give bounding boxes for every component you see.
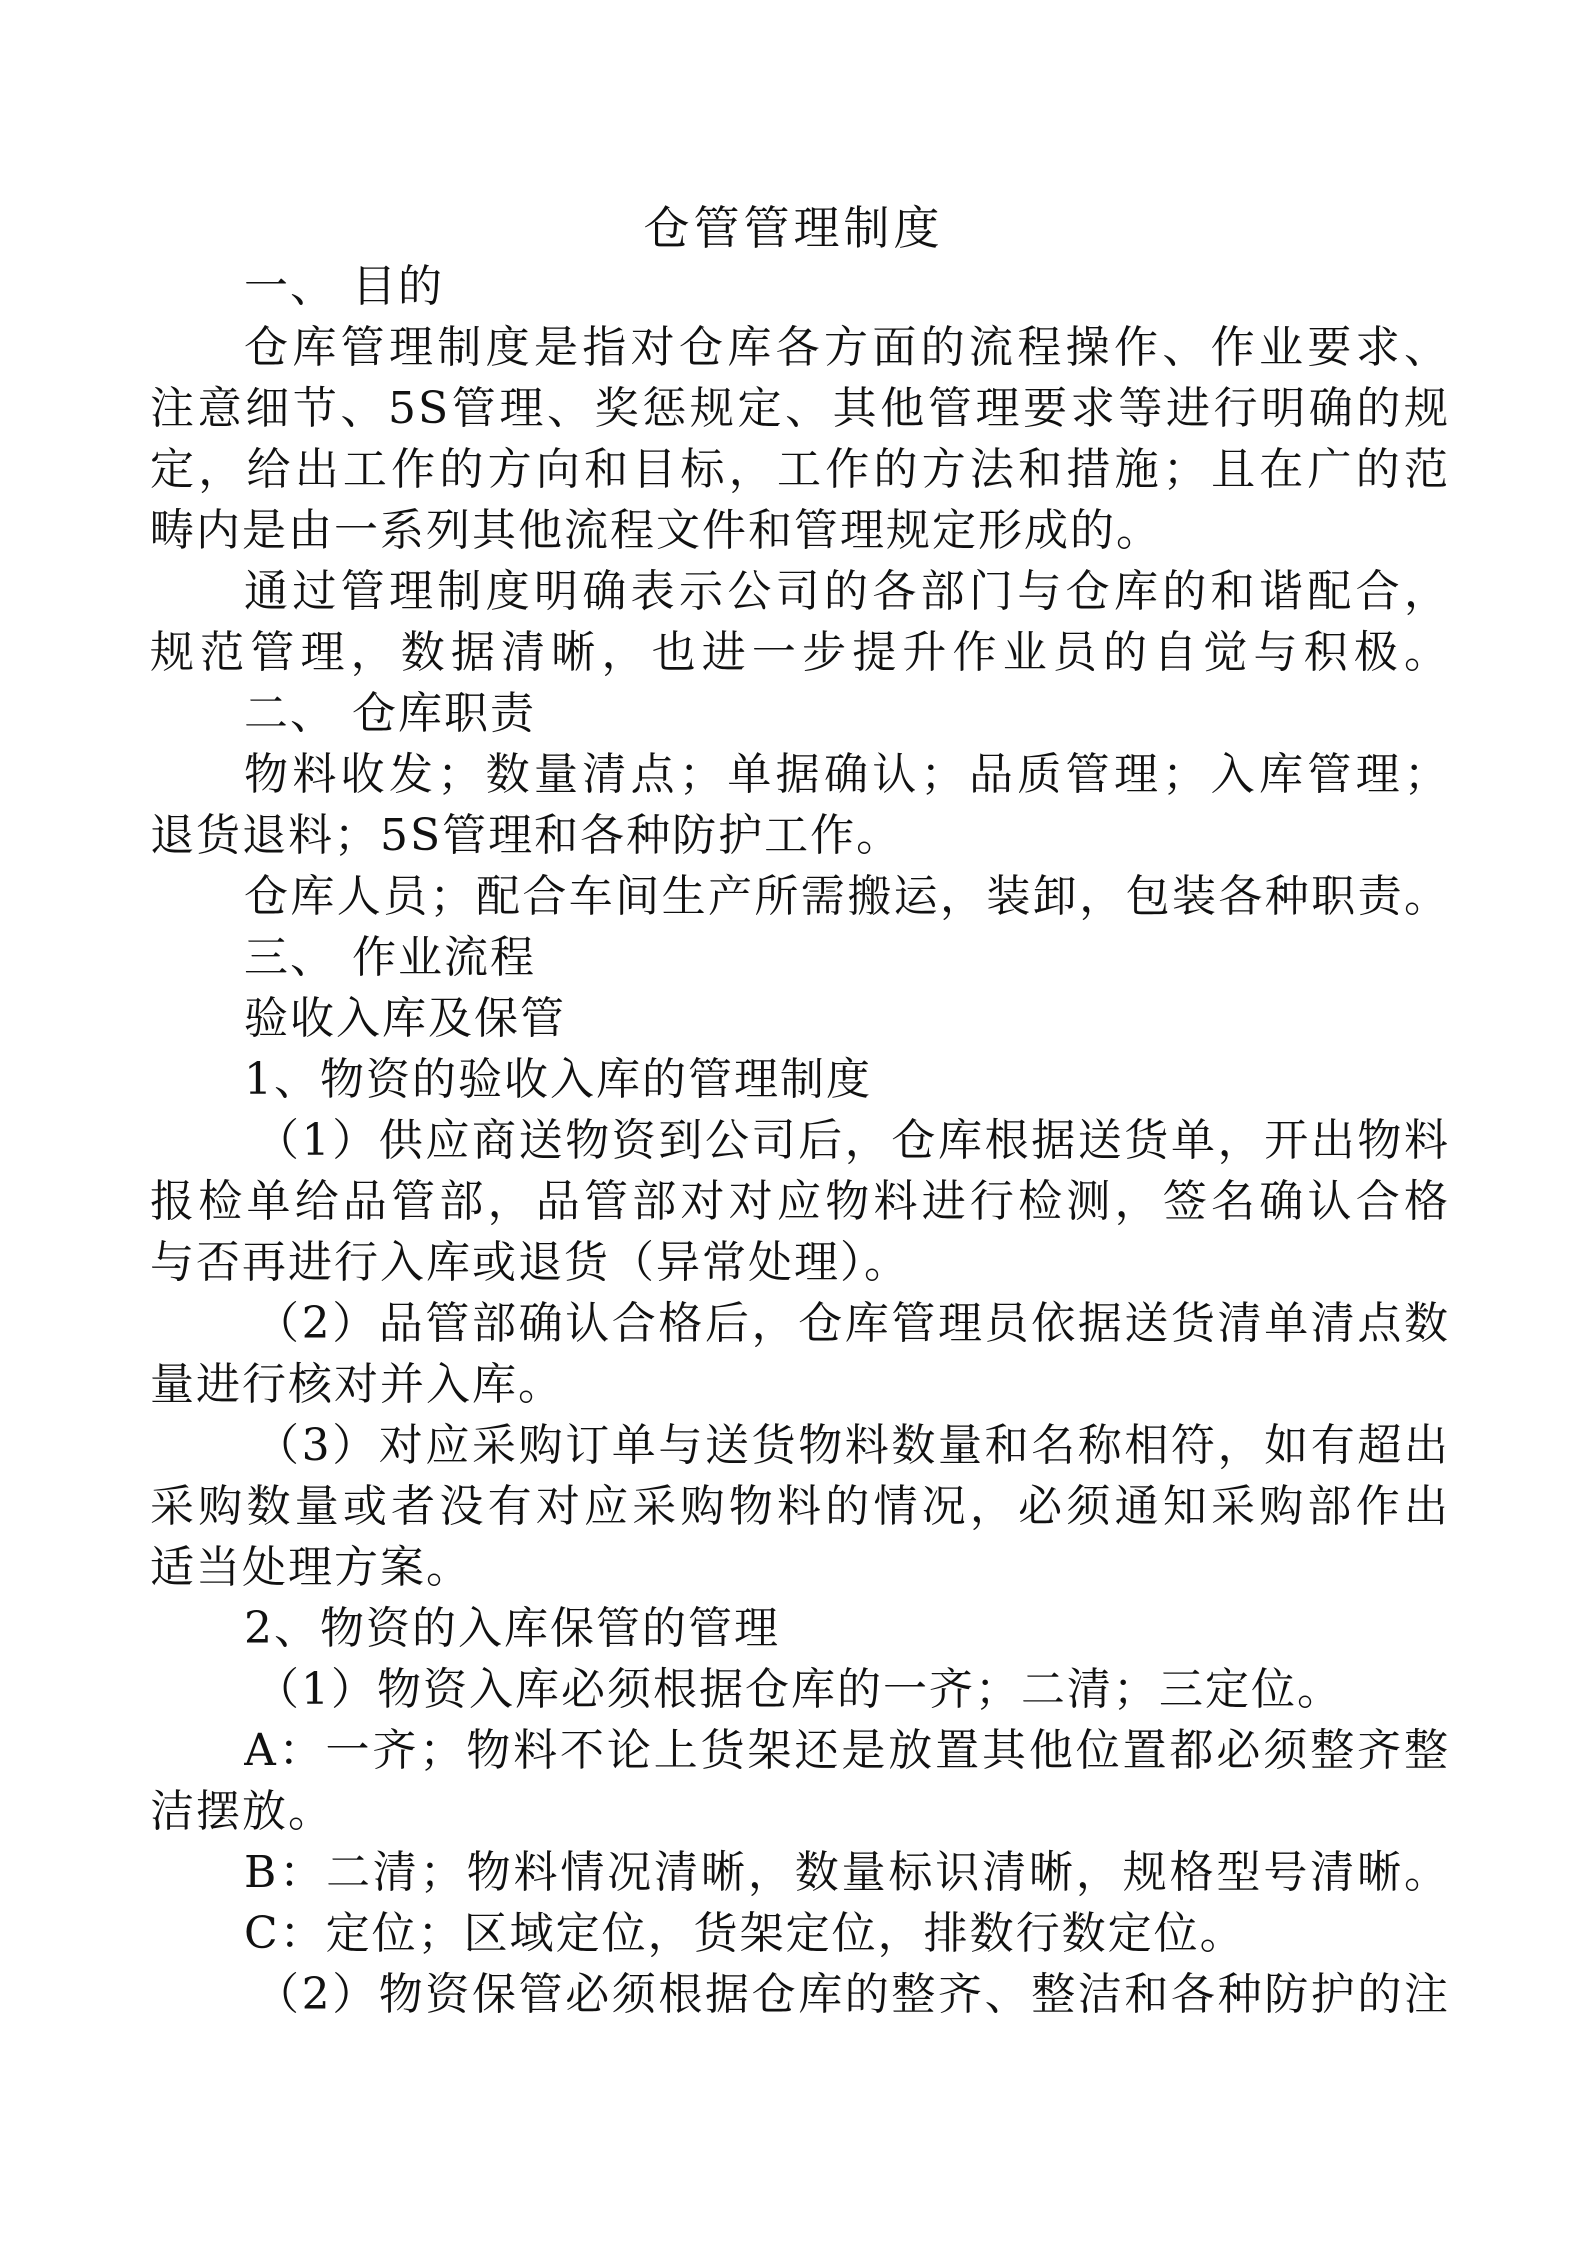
paragraph-line: （1）供应商送物资到公司后，仓库根据送货单，开出物料 <box>255 1115 1450 1166</box>
subsection-heading: 验收入库及保管 <box>244 993 566 1044</box>
subsection-heading: 2、物资的入库保管的管理 <box>244 1603 780 1654</box>
paragraph-line: （3）对应采购订单与送货物料数量和名称相符，如有超出 <box>255 1420 1450 1471</box>
document-title: 仓管管理制度 <box>643 201 944 255</box>
paragraph-line: 物料收发；数量清点；单据确认；品质管理；入库管理； <box>244 749 1450 800</box>
paragraph-line: 适当处理方案。 <box>150 1542 472 1593</box>
paragraph-line: A：一齐；物料不论上货架还是放置其他位置都必须整齐整 <box>244 1725 1450 1776</box>
paragraph-line: 量进行核对并入库。 <box>150 1359 564 1410</box>
paragraph-line: 采购数量或者没有对应采购物料的情况，必须通知采购部作出 <box>150 1481 1450 1532</box>
paragraph-line: 退货退料；5S管理和各种防护工作。 <box>150 810 903 861</box>
paragraph-line: 规范管理，数据清晰，也进一步提升作业员的自觉与积极。 <box>150 627 1450 678</box>
paragraph-line: 洁摆放。 <box>150 1786 334 1837</box>
paragraph-line: 仓库人员；配合车间生产所需搬运，装卸，包装各种职责。 <box>244 871 1450 922</box>
paragraph-line: B：二清；物料情况清晰，数量标识清晰，规格型号清晰。 <box>244 1847 1450 1898</box>
paragraph-line: （1）物资入库必须根据仓库的一齐；二清；三定位。 <box>255 1664 1343 1715</box>
paragraph-line: 注意细节、5S管理、奖惩规定、其他管理要求等进行明确的规 <box>150 383 1450 434</box>
section-heading-purpose: 一、 目的 <box>244 261 444 312</box>
paragraph-line: 定，给出工作的方向和目标，工作的方法和措施；且在广的范 <box>150 444 1450 495</box>
section-heading-duties: 二、 仓库职责 <box>244 688 536 739</box>
section-heading-workflow: 三、 作业流程 <box>244 932 536 983</box>
paragraph-line: 畴内是由一系列其他流程文件和管理规定形成的。 <box>150 505 1162 556</box>
paragraph-line: 报检单给品管部，品管部对对应物料进行检测，签名确认合格 <box>150 1176 1450 1227</box>
paragraph-line: 与否再进行入库或退货（异常处理）。 <box>150 1237 910 1288</box>
subsection-heading: 1、物资的验收入库的管理制度 <box>244 1054 872 1105</box>
paragraph-line: （2）物资保管必须根据仓库的整齐、整洁和各种防护的注 <box>255 1969 1450 2020</box>
paragraph-line: 仓库管理制度是指对仓库各方面的流程操作、作业要求、 <box>244 322 1450 373</box>
paragraph-line: 通过管理制度明确表示公司的各部门与仓库的和谐配合， <box>244 566 1450 617</box>
paragraph-line: C：定位；区域定位，货架定位，排数行数定位。 <box>244 1908 1246 1959</box>
paragraph-line: （2）品管部确认合格后，仓库管理员依据送货清单清点数 <box>255 1298 1450 1349</box>
